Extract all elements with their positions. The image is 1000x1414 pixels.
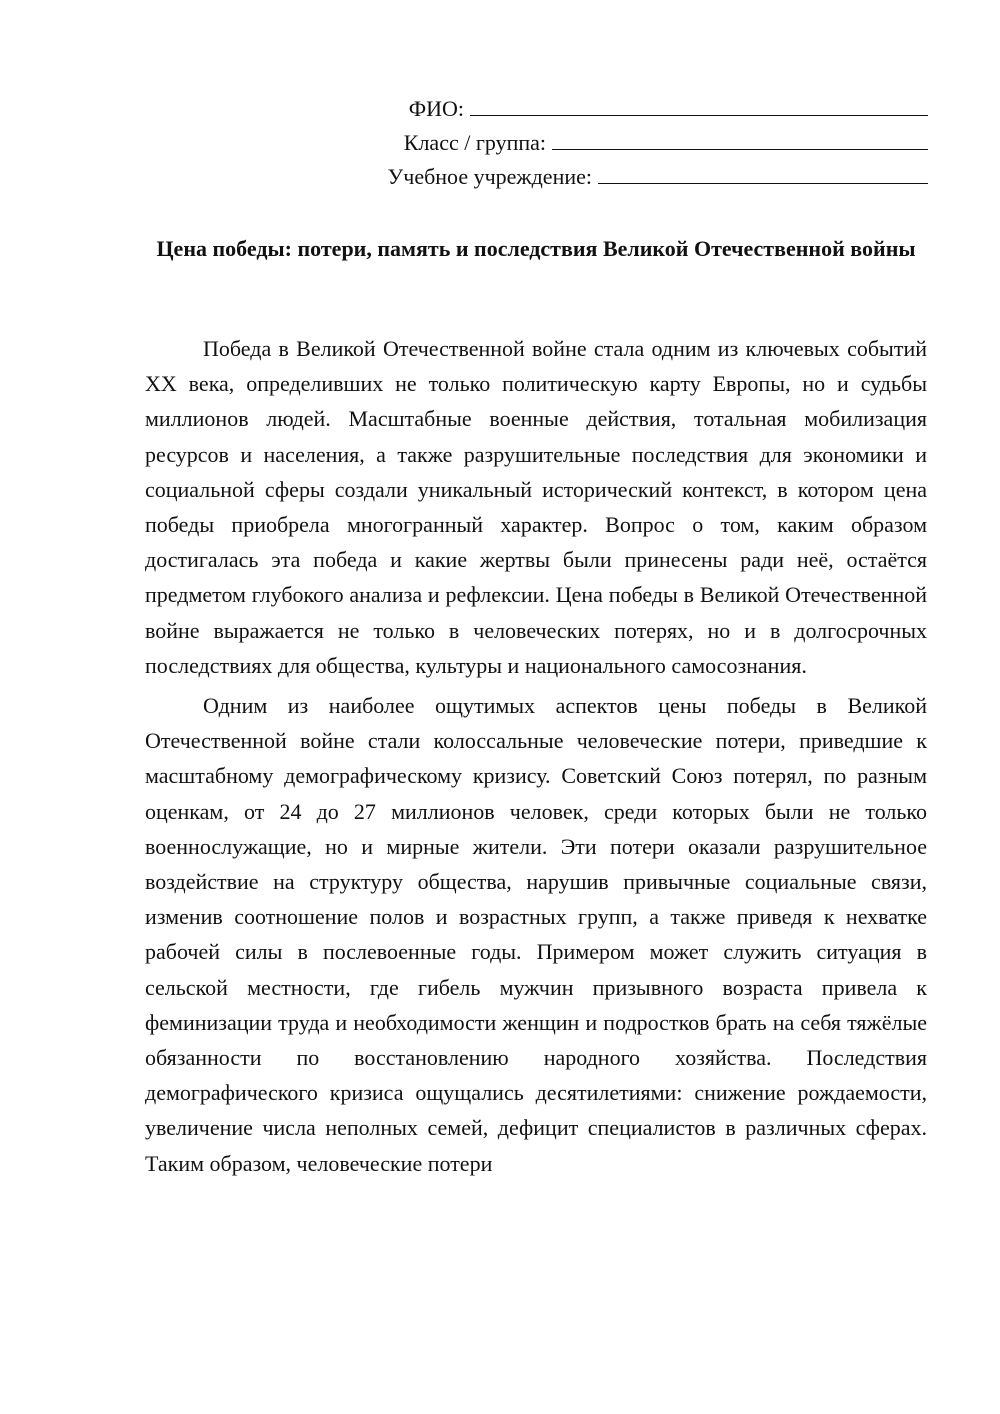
school-blank-line — [598, 161, 928, 184]
school-row — [328, 160, 928, 194]
paragraph-1: Победа в Великой Отечественной войне стала одним из ключевых событий XX века, определивших не только политическую карту Европы, но и судьбы миллионов людей. Масштабные военные действия, тотальная мобилизация ресурсов и населения, а также разрушительные последствия для экономики и социальной сферы создали уникальный исторический контекст, в котором цена победы приобрела многогранный характер. Вопрос о том, каким образом достигалась эта победа и какие жертвы были принесены ради неё, остаётся предметом глубокого анализа и рефлексии. Цена победы в Великой Отечественной войне выражается не только в человеческих потерях, но и в долгосрочных последствиях для общества, культуры и национального самосознания. — [145, 336, 927, 678]
paragraph-2: Одним из наиболее ощутимых аспектов цены победы в Великой Отечественной войне стали колоссальные человеческие потери, приведшие к масштабному демографическому кризису. Советский Союз потерял, по разным оценкам, от 24 до 27 миллионов человек, среди которых были не только военнослужащие, но и мирные жители. Эти потери оказали разрушительное воздействие на структуру общества, нарушив привычные социальные связи, изменив соотношение полов и возрастных групп, а также приведя к нехватке рабочей силы в послевоенные годы. Примером может служить ситуация в сельской местности, где гибель мужчин призывного возраста привела к феминизации труда и необходимости женщин и подростков брать на себя тяжёлые обязанности по восстановлению народного хозяйства. Последствия демографического кризиса ощущались десятилетиями: снижение рождаемости, увеличение числа неполных семей, дефицит специалистов в различных сферах. Таким образом, человеческие потери — [145, 693, 927, 1176]
fio-label: ФИО: — [408, 96, 464, 121]
fio-row — [328, 92, 928, 126]
class-blank-line — [552, 127, 928, 150]
fio-blank-line — [470, 93, 928, 116]
class-label: Класс / группа: — [403, 130, 546, 155]
document-title: Цена победы: потери, память и последствия Великой Отечественной войны — [156, 236, 916, 261]
school-label: Учебное учреждение: — [387, 164, 592, 189]
class-row — [328, 126, 928, 160]
student-info-block — [328, 92, 928, 194]
document-body — [145, 331, 927, 1186]
